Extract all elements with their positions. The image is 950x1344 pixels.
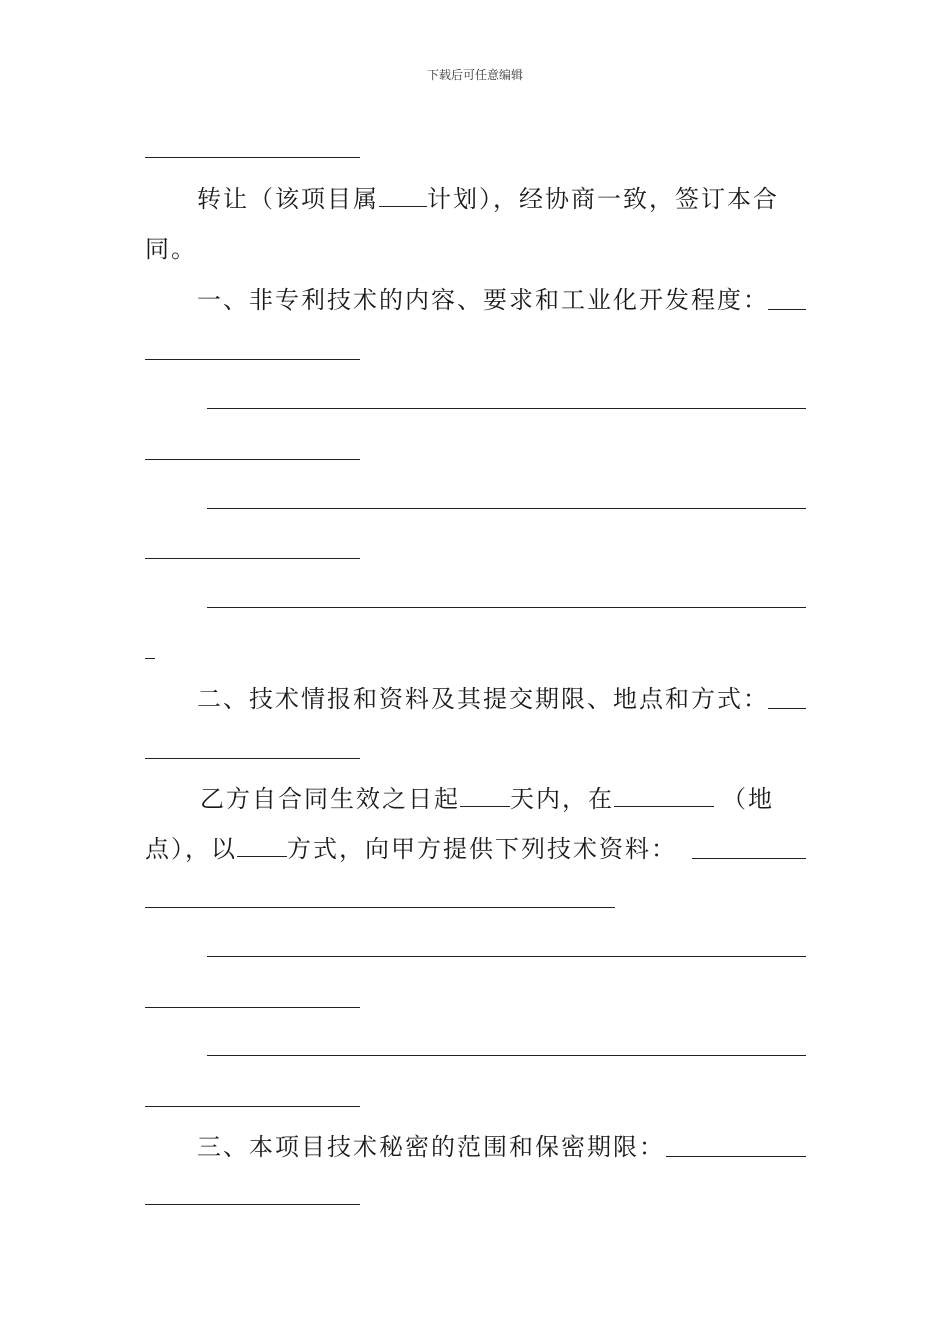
fill-line [692, 858, 806, 859]
fill-line [768, 708, 806, 709]
fill-line [145, 1204, 360, 1205]
fill-line [666, 1156, 806, 1157]
delivery-text-4: 点），以 [145, 835, 237, 863]
transfer-text-start: 转让（该项目属 [197, 185, 379, 213]
fill-line [145, 1007, 360, 1008]
delivery-text-1: 乙方自合同生效之日起 [200, 785, 460, 813]
section-1-heading [197, 285, 769, 315]
delivery-text-3: （地 [722, 785, 774, 813]
fill-line [145, 1106, 360, 1107]
paragraph-transfer-cont: 同。 [145, 235, 197, 263]
fill-line [145, 758, 360, 759]
paragraph-transfer [197, 184, 779, 214]
section-2-title: 二、技术情报和资料及其提交期限、地点和方式： [197, 685, 769, 713]
fill-line [207, 508, 806, 509]
transfer-text-end: 计划），经协商一致，签订本合 [427, 185, 779, 213]
fill-line [207, 607, 806, 608]
fill-line [145, 658, 155, 659]
paragraph-delivery-cont [145, 834, 677, 864]
page-header: 下载后可任意编辑 [426, 68, 523, 82]
section-2-heading [197, 684, 769, 714]
fill-line [145, 459, 360, 460]
section-3-heading [197, 1132, 665, 1162]
fill-line [145, 558, 360, 559]
fill-line [145, 907, 615, 908]
section-1-title: 一、非专利技术的内容、要求和工业化开发程度： [197, 286, 769, 314]
fill-line [207, 408, 806, 409]
delivery-text-2: 天内，在 [510, 785, 614, 813]
location-blank [614, 784, 714, 807]
fill-line [145, 359, 360, 360]
fill-line [207, 1055, 806, 1056]
section-3-title: 三、本项目技术秘密的范围和保密期限： [197, 1133, 665, 1161]
plan-blank [379, 184, 427, 207]
fill-line [145, 157, 360, 158]
days-blank [460, 784, 510, 807]
fill-line [768, 309, 806, 310]
paragraph-delivery [200, 784, 774, 814]
fill-line [207, 956, 806, 957]
delivery-text-5: 方式，向甲方提供下列技术资料： [287, 835, 677, 863]
method-blank [237, 834, 287, 857]
